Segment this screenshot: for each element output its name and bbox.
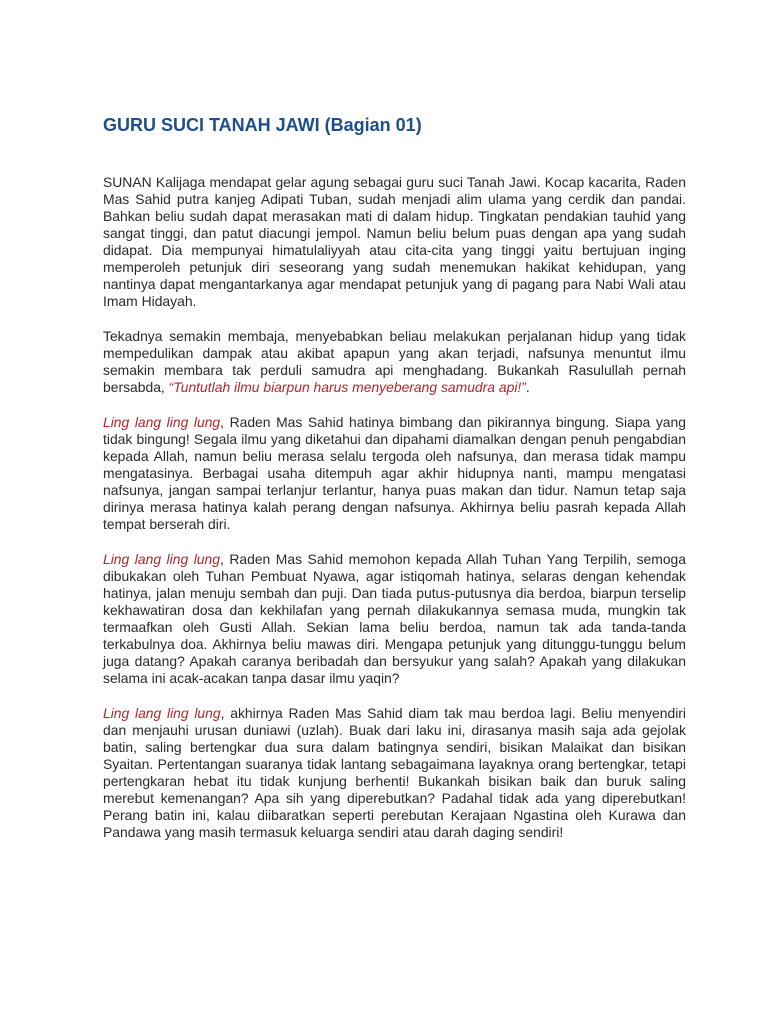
paragraph-text: , Raden Mas Sahid memohon kepada Allah Tuhan Yang Terpilih, semoga dibukakan oleh Tuhan Pembuat Nyawa, agar istiqomah hatinya, selaras dengan kehendak hatinya, jalan menuju sembah dan puji. Dan tiada putus-putusnya dia berdoa, biarpun terselip kekhawatiran dosa dan kekhilafan yang pernah dilakukannya semasa muda, mungkin tak termaafkan oleh Gusti Allah. Sekian lama beliu berdoa, namun tak ada tanda-tanda terkabulnya doa. Akhirnya beliu mawas diri. Mengapa petunjuk yang ditunggu-tunggu belum juga datang? Apakah caranya beribadah dan bersyukur yang salah? Apakah yang dilakukan selama ini acak-acakan tanpa dasar ilmu yaqin?	[103, 551, 686, 686]
paragraph-4	[103, 551, 686, 687]
paragraph-text: Tekadnya semakin membaja, menyebabkan beliau melakukan perjalanan hidup yang tidak mempedulikan dampak atau akibat apapun yang akan terjadi, nafsunya menuntut ilmu semakin membara tak perduli samudra api menghadang. Bukankah Rasulullah pernah bersabda,	[103, 328, 686, 395]
paragraph-trailing-punctuation: .	[525, 379, 530, 395]
paragraph-5	[103, 705, 686, 841]
paragraph-text: SUNAN Kalijaga mendapat gelar agung sebagai guru suci Tanah Jawi. Kocap kacarita, Raden Mas Sahid putra kanjeg Adipati Tuban, sudah menjadi alim ulama yang cerdik dan pandai. Bahkan beliu sudah dapat merasakan mati di dalam hidup. Tingkatan pendakian tauhid yang sangat tinggi, dan patut diacungi jempol. Namun beliu belum puas dengan apa yang sudah didapat. Dia mempunyai himatulaliyyah atau cita-cita yang tinggi yaitu bertujuan inging memperoleh petunjuk diri seseorang yang sudah menemukan hakikat kehidupan, yang nantinya dapat mengantarkanya agar mendapat petunjuk yang di pagang para Nabi Wali atau Imam Hidayah.	[103, 174, 686, 309]
paragraph-lead-phrase: Ling lang ling lung	[103, 414, 221, 430]
paragraph-text: , akhirnya Raden Mas Sahid diam tak mau berdoa lagi. Beliu menyendiri dan menjauhi urusan duniawi (uzlah). Buak dari laku ini, dirasanya masih saja ada gejolak batin, saling bertengkar dua sura dalam batingnya sendiri, bisikan Malaikat dan bisikan Syaitan. Pertentangan suaranya tidak lantang sebagaimana layaknya orang bertengkar, tetapi pertengkaran hebat itu tidak kunjung berhenti! Bukankah bisikan baik dan buruk saling merebut kemenangan? Apa sih yang diperebutkan? Padahal tidak ada yang diperebutkan! Perang batin ini, kalau diibaratkan seperti perebutan Kerajaan Ngastina oleh Kurawa dan Pandawa yang masih termasuk keluarga sendiri atau darah daging sendiri!	[103, 705, 686, 840]
paragraph-1	[103, 174, 686, 310]
paragraph-3	[103, 414, 686, 533]
paragraph-lead-phrase: Ling lang ling lung	[103, 551, 220, 567]
hadith-quote: “Tuntutlah ilmu biarpun harus menyeberang samudra api!”	[168, 379, 526, 395]
paragraph-2	[103, 328, 686, 396]
document-body	[103, 174, 686, 859]
paragraph-text: , Raden Mas Sahid hatinya bimbang dan pikirannya bingung. Siapa yang tidak bingung! Segala ilmu yang diketahui dan dipahami diamalkan dengan penuh pengabdian kepada Allah, namun beliu merasa selalu tergoda oleh nafsunya, dan merasa tidak mampu mengatasinya. Berbagai usaha ditempuh agar akhir hidupnya nanti, mampu mengatasi nafsunya, jangan sampai terlanjur terlantur, hanya puas makan dan tidur. Namun tetap saja dirinya merasa hatinya kalah perang dengan nafsunya. Akhirnya beliu pasrah kepada Allah tempat berserah diri.	[103, 414, 686, 532]
paragraph-lead-phrase: Ling lang ling lung	[103, 705, 221, 721]
document-title: GURU SUCI TANAH JAWI (Bagian 01)	[103, 115, 422, 135]
